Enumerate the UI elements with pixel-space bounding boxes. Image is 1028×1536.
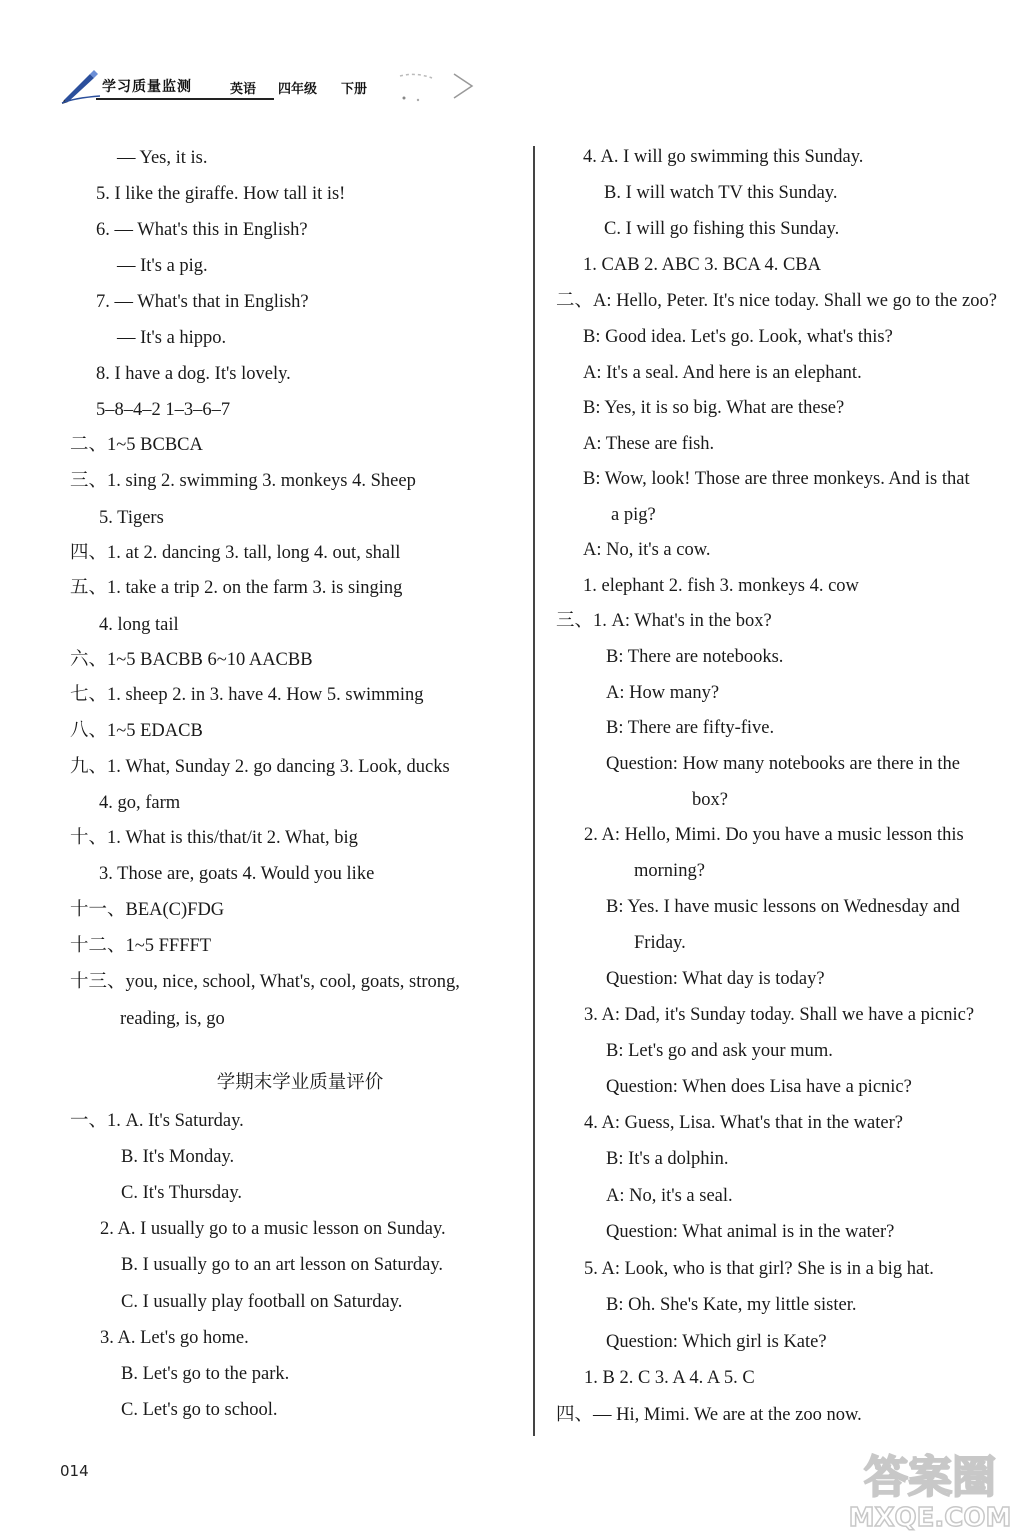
page-number: 014 xyxy=(60,1462,89,1480)
section-answer: 七、1. sheep 2. in 3. have 4. How 5. swimming xyxy=(70,685,424,705)
section-answer: 十、1. What is this/that/it 2. What, big xyxy=(70,828,358,848)
answer-line: 1. B 2. C 3. A 4. A 5. C xyxy=(584,1368,755,1388)
section-answer: 三、1. sing 2. swimming 3. monkeys 4. Sheep xyxy=(70,471,416,491)
header-underline xyxy=(96,98,274,100)
answer-line: 5. A: Look, who is that girl? She is in a big hat. xyxy=(584,1259,934,1279)
answer-line: A: It's a seal. And here is an elephant. xyxy=(583,363,862,383)
answer-line: B. I usually go to an art lesson on Saturday. xyxy=(121,1255,443,1275)
section-answer: 五、1. take a trip 2. on the farm 3. is singing xyxy=(70,578,403,598)
answer-line: 4. go, farm xyxy=(99,793,181,813)
grade-label: 四年级 xyxy=(278,82,318,97)
answer-line: B: There are notebooks. xyxy=(606,647,784,667)
answer-line: Question: What day is today? xyxy=(606,969,825,989)
arrow-decoration-icon xyxy=(396,70,476,104)
watermark-logo xyxy=(840,1440,1020,1534)
section-answer: 四、— Hi, Mimi. We are at the zoo now. xyxy=(556,1405,862,1425)
answer-line: B: There are fifty-five. xyxy=(606,718,775,738)
section-answer: 二、A: Hello, Peter. It's nice today. Shall we go to the zoo? xyxy=(556,291,997,311)
answer-line: 4. A. I will go swimming this Sunday. xyxy=(583,147,864,167)
page-header xyxy=(60,68,480,108)
answer-line: Question: When does Lisa have a picnic? xyxy=(606,1077,912,1097)
answer-line: B. It's Monday. xyxy=(121,1147,235,1167)
answer-line: B: Yes, it is so big. What are these? xyxy=(583,398,845,418)
answer-line: B: Good idea. Let's go. Look, what's this? xyxy=(583,327,893,347)
answer-line: 1. CAB 2. ABC 3. BCA 4. CBA xyxy=(583,255,821,275)
section-answer: 三、1. A: What's in the box? xyxy=(556,611,772,631)
answer-line: C. I usually play football on Saturday. xyxy=(121,1292,403,1312)
answer-line: a pig? xyxy=(611,505,656,525)
answer-line: B. I will watch TV this Sunday. xyxy=(604,183,838,203)
section-answer: 四、1. at 2. dancing 3. tall, long 4. out, shall xyxy=(70,543,401,563)
answer-line: — It's a hippo. xyxy=(117,328,227,348)
series-title: 学习质量监测 xyxy=(102,79,192,95)
column-divider xyxy=(533,146,535,1436)
answer-line: B: Let's go and ask your mum. xyxy=(606,1041,833,1061)
answer-line: A: No, it's a cow. xyxy=(583,540,711,560)
section-answer: 十一、BEA(C)FDG xyxy=(70,900,225,920)
answer-line: B: Wow, look! Those are three monkeys. And is that xyxy=(583,469,970,489)
answer-line: Question: How many notebooks are there in the xyxy=(606,754,960,774)
answer-line: C. Let's go to school. xyxy=(121,1400,278,1420)
answer-line: 5. I like the giraffe. How tall it is! xyxy=(96,184,346,204)
answer-line: 6. — What's this in English? xyxy=(96,220,308,240)
watermark-sub: MXQE.COM xyxy=(848,1503,1012,1533)
answer-line: 5–8–4–2 1–3–6–7 xyxy=(96,400,231,420)
answer-line: 1. elephant 2. fish 3. monkeys 4. cow xyxy=(583,576,859,596)
section-answer: 六、1~5 BACBB 6~10 AACBB xyxy=(70,650,313,670)
section-title: 学期末学业质量评价 xyxy=(216,1073,384,1093)
answer-line: — Yes, it is. xyxy=(117,148,208,168)
answer-line: morning? xyxy=(634,861,705,881)
answer-line: A: These are fish. xyxy=(583,434,715,454)
answer-line: 8. I have a dog. It's lovely. xyxy=(96,364,291,384)
answer-line: 7. — What's that in English? xyxy=(96,292,309,312)
answer-line: B: It's a dolphin. xyxy=(606,1149,729,1169)
answer-line: 2. A. I usually go to a music lesson on Sunday. xyxy=(100,1219,446,1239)
section-answer: 九、1. What, Sunday 2. go dancing 3. Look, ducks xyxy=(70,757,450,777)
answer-line: 3. A. Let's go home. xyxy=(100,1328,249,1348)
answer-line: B: Oh. She's Kate, my little sister. xyxy=(606,1295,857,1315)
answer-line: 5. Tigers xyxy=(99,508,164,528)
answer-line: 3. Those are, goats 4. Would you like xyxy=(99,864,375,884)
answer-line: B. Let's go to the park. xyxy=(121,1364,290,1384)
section-answer: 十三、you, nice, school, What's, cool, goats, strong, xyxy=(70,972,460,992)
watermark-main: 答案圈 xyxy=(864,1452,996,1503)
volume-label: 下册 xyxy=(341,82,368,97)
answer-line: 4. long tail xyxy=(99,615,179,635)
answer-line: 4. A: Guess, Lisa. What's that in the water? xyxy=(584,1113,903,1133)
answer-line: box? xyxy=(692,790,728,810)
answer-line: A: How many? xyxy=(606,683,720,703)
subject-label: 英语 xyxy=(230,82,257,97)
answer-line: reading, is, go xyxy=(120,1009,225,1029)
answer-line: C. It's Thursday. xyxy=(121,1183,243,1203)
answer-line: — It's a pig. xyxy=(117,256,208,276)
answer-line: 3. A: Dad, it's Sunday today. Shall we have a picnic? xyxy=(584,1005,975,1025)
answer-line: B: Yes. I have music lessons on Wednesday and xyxy=(606,897,960,917)
section-answer: 二、1~5 BCBCA xyxy=(70,435,203,455)
answer-line: C. I will go fishing this Sunday. xyxy=(604,219,840,239)
section-answer: 十二、1~5 FFFFT xyxy=(70,936,212,956)
answer-line: Question: Which girl is Kate? xyxy=(606,1332,827,1352)
answer-line: Question: What animal is in the water? xyxy=(606,1222,895,1242)
answer-line: Friday. xyxy=(634,933,686,953)
answer-line: A: No, it's a seal. xyxy=(606,1186,733,1206)
section-answer: 一、1. A. It's Saturday. xyxy=(70,1111,244,1131)
section-answer: 八、1~5 EDACB xyxy=(70,721,203,741)
answer-line: 2. A: Hello, Mimi. Do you have a music lesson this xyxy=(584,825,964,845)
